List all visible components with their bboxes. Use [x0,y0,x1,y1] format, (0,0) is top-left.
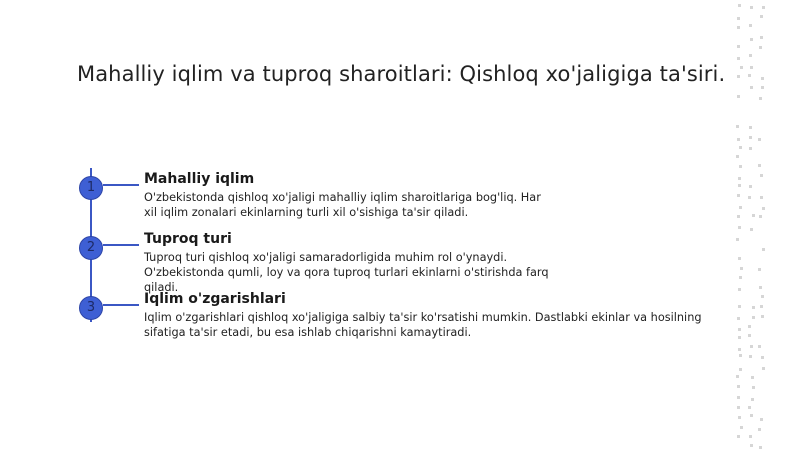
decorative-dot [737,396,740,399]
decorative-dot [760,15,763,18]
decorative-dot [758,164,761,167]
decorative-dot [751,376,754,379]
decorative-dot [736,125,739,128]
decorative-dot [759,97,762,100]
decorative-dot [739,354,742,357]
decorative-dot [752,386,755,389]
timeline-item-1 [144,171,554,220]
decorative-dot [737,435,740,438]
timeline-connector-3 [103,304,139,306]
decorative-dot [750,86,753,89]
timeline-item-body: O'zbekistonda qishloq xo'jaligi mahalliy iqlim sharoitlariga bog'liq. Har xil iqlim zonalari ekinlarning turli xil o'sishiga ta'sir qiladi. [144,191,541,219]
decorative-dot [737,317,740,320]
decorative-dot [737,75,740,78]
decorative-dot [739,146,742,149]
timeline-item-2 [144,231,554,295]
decorative-dot [758,428,761,431]
timeline-connector-1 [103,184,139,186]
decorative-dot [749,435,752,438]
decorative-dot [739,276,742,279]
decorative-dot [762,367,765,370]
decorative-dot [739,165,742,168]
decorative-dot [749,24,752,27]
decorative-dot [738,226,741,229]
decorative-dot [750,414,753,417]
timeline-item-heading: Mahalliy iqlim [144,171,255,187]
decorative-dot-pattern [728,0,800,449]
decorative-dot [758,268,761,271]
decorative-dot [738,4,741,7]
decorative-dot [748,74,751,77]
decorative-dot [739,368,742,371]
timeline-item-body: Iqlim o'zgarishlari qishloq xo'jaligiga salbiy ta'sir ko'rsatishi mumkin. Dastlabki ekinlar va hosilning sifatiga ta'sir etadi, bu esa ishlab chiqarishni kamaytiradi. [144,311,702,339]
decorative-dot [737,385,740,388]
timeline-item-heading: Iqlim o'zgarishlari [144,291,286,307]
decorative-dot [749,126,752,129]
decorative-dot [738,177,741,180]
decorative-dot [737,17,740,20]
decorative-dot [737,194,740,197]
timeline-marker-number: 2 [86,240,96,255]
decorative-dot [738,305,741,308]
decorative-dot [758,345,761,348]
decorative-dot [752,316,755,319]
decorative-dot [750,6,753,9]
decorative-dot [759,286,762,289]
decorative-dot [736,238,739,241]
decorative-dot [737,95,740,98]
decorative-dot [737,26,740,29]
decorative-dot [760,36,763,39]
decorative-dot [760,305,763,308]
decorative-dot [752,214,755,217]
decorative-dot [738,336,741,339]
decorative-dot [748,334,751,337]
timeline-connector-2 [103,244,139,246]
decorative-dot [761,77,764,80]
decorative-dot [737,215,740,218]
decorative-dot [762,6,765,9]
decorative-dot [736,155,739,158]
decorative-dot [738,348,741,351]
decorative-dot [760,174,763,177]
decorative-dot [738,184,741,187]
decorative-dot [740,66,743,69]
timeline-item-3 [144,291,726,340]
decorative-dot [758,138,761,141]
decorative-dot [738,328,741,331]
decorative-dot [761,315,764,318]
decorative-dot [750,228,753,231]
decorative-dot [760,196,763,199]
decorative-dot [738,416,741,419]
decorative-dot [740,267,743,270]
decorative-dot [739,206,742,209]
decorative-dot [759,215,762,218]
timeline-item-heading: Tuproq turi [144,231,232,247]
decorative-dot [749,54,752,57]
decorative-dot [761,86,764,89]
slide-title: Mahalliy iqlim va tuproq sharoitlari: Qishloq xo'jaligiga ta'siri. [77,62,726,86]
timeline-marker-number: 1 [86,180,96,195]
decorative-dot [761,356,764,359]
decorative-dot [737,138,740,141]
decorative-dot [749,185,752,188]
decorative-dot [762,248,765,251]
decorative-dot [737,57,740,60]
decorative-dot [749,147,752,150]
decorative-dot [750,66,753,69]
decorative-dot [750,444,753,447]
decorative-dot [748,196,751,199]
timeline-item-body: Tuproq turi qishloq xo'jaligi samaradorligida muhim rol o'ynaydi. O'zbekistonda qumli, loy va qora tuproq turlari ekinlarni o'stirishda farq qiladi. [144,251,549,294]
decorative-dot [752,306,755,309]
decorative-dot [759,46,762,49]
decorative-dot [751,398,754,401]
decorative-dot [748,325,751,328]
decorative-dot [750,38,753,41]
decorative-dot [749,136,752,139]
timeline-marker-2 [79,236,103,260]
decorative-dot [761,295,764,298]
decorative-dot [748,406,751,409]
decorative-dot [738,288,741,291]
decorative-dot [740,426,743,429]
timeline-marker-3 [79,296,103,320]
decorative-dot [760,418,763,421]
decorative-dot [736,375,739,378]
timeline-marker-1 [79,176,103,200]
decorative-dot [738,257,741,260]
timeline-marker-number: 3 [86,300,96,315]
decorative-dot [762,207,765,210]
decorative-dot [737,45,740,48]
decorative-dot [750,345,753,348]
decorative-dot [737,406,740,409]
decorative-dot [749,355,752,358]
